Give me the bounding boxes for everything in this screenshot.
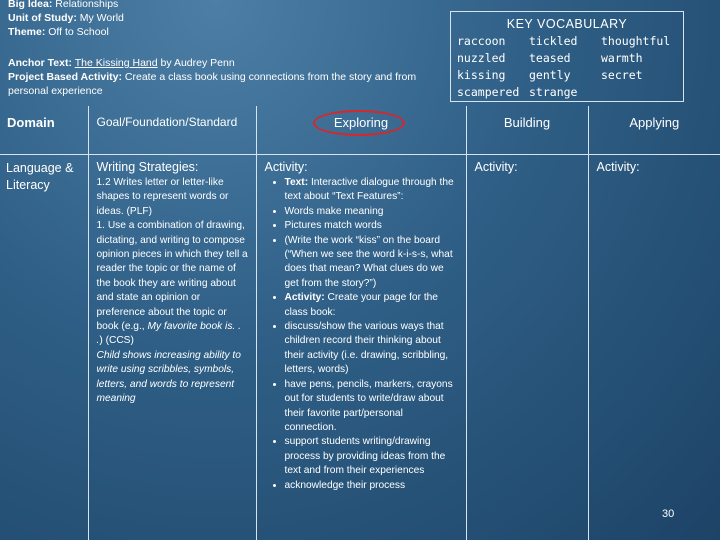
header-applying: Applying bbox=[629, 115, 680, 130]
project-label: Project Based Activity: bbox=[8, 71, 122, 83]
header-building: Building bbox=[503, 115, 551, 130]
big-idea-label: Big Idea: bbox=[8, 0, 53, 10]
exploring-highlight-circle bbox=[313, 110, 405, 136]
goal-line: Child shows increasing ability to write using scribbles, symbols, letters, and words to represent meaning bbox=[96, 349, 241, 405]
vocabulary-title: KEY VOCABULARY bbox=[506, 17, 628, 31]
header-goal: Goal/Foundation/Standard bbox=[96, 115, 238, 129]
header-info bbox=[8, 0, 448, 39]
big-idea: Relationships bbox=[55, 0, 119, 10]
building-title: Activity: bbox=[474, 160, 518, 174]
vocab-word: secret bbox=[601, 68, 643, 82]
list-item: • Pictures match words bbox=[285, 219, 456, 233]
exploring-activities bbox=[257, 176, 466, 493]
anchor-text-label: Anchor Text: bbox=[8, 57, 72, 69]
page-number: 30 bbox=[662, 508, 675, 520]
unit: My World bbox=[79, 12, 124, 24]
goal-title: Writing Strategies: bbox=[96, 160, 199, 174]
anchor-info bbox=[8, 56, 448, 98]
vocab-word: warmth bbox=[601, 51, 643, 65]
vocab-word: tickled bbox=[529, 34, 578, 48]
key-vocabulary-box bbox=[450, 11, 684, 102]
vocab-word: nuzzled bbox=[457, 51, 506, 65]
vocabulary-grid bbox=[451, 33, 683, 101]
vocab-word: raccoon bbox=[457, 34, 506, 48]
list-item: • Activity: Create your page for the class book: bbox=[285, 291, 456, 320]
vocab-word: strange bbox=[529, 85, 578, 99]
vocab-word: kissing bbox=[457, 68, 506, 82]
list-item: • (Write the work “kiss” on the board (“When we see the word k-i-s-s, what does that mean? What clues do we get from the story?”) bbox=[285, 234, 456, 292]
book-title: The Kissing Hand bbox=[74, 57, 158, 69]
unit-label: Unit of Study: bbox=[8, 12, 77, 24]
table-row bbox=[0, 155, 720, 540]
list-item: • discuss/show the various ways that children record their thinking about their activity (i.e. drawing, scribbling, letters, words) bbox=[285, 320, 456, 378]
vocab-word bbox=[601, 84, 671, 101]
goal-line: 1.2 Writes letter or letter-like shapes to represent words or ideas. (PLF) bbox=[96, 177, 229, 217]
vocab-word: scampered bbox=[457, 85, 520, 99]
vocab-word: teased bbox=[529, 51, 571, 65]
vocab-word: thoughtful bbox=[601, 34, 671, 48]
exploring-title: Activity: bbox=[264, 160, 308, 174]
domain-value: Language & Literacy bbox=[6, 161, 74, 192]
book-author: by Audrey Penn bbox=[160, 57, 235, 69]
lesson-table bbox=[0, 106, 720, 540]
list-item: • Text: Interactive dialogue through the text about “Text Features”: bbox=[285, 176, 456, 205]
goal-description: 1. Use a combination of drawing, dictating, and writing to compose opinion pieces in which they tell a reader the topic or the name of the book they are writing about and state an opinion or preference about the topic or book (e.g., My favorite book is. . .) (CCS) bbox=[96, 220, 248, 347]
list-item: • Words make meaning bbox=[285, 205, 456, 219]
list-item: • acknowledge their process bbox=[285, 479, 456, 493]
applying-title: Activity: bbox=[596, 160, 640, 174]
vocab-word: gently bbox=[529, 68, 571, 82]
list-item: • have pens, pencils, markers, crayons out for students to write/draw about their favorite part/personal connection. bbox=[285, 378, 456, 436]
theme: Off to School bbox=[48, 26, 109, 38]
header-exploring: Exploring bbox=[333, 115, 389, 130]
theme-label: Theme: bbox=[8, 26, 46, 38]
header-domain: Domain bbox=[7, 115, 55, 130]
list-item: • support students writing/drawing process by providing ideas from the text and from their experiences bbox=[285, 435, 456, 478]
project-description: Create a class book using connections from the story and from personal experience bbox=[8, 71, 417, 97]
